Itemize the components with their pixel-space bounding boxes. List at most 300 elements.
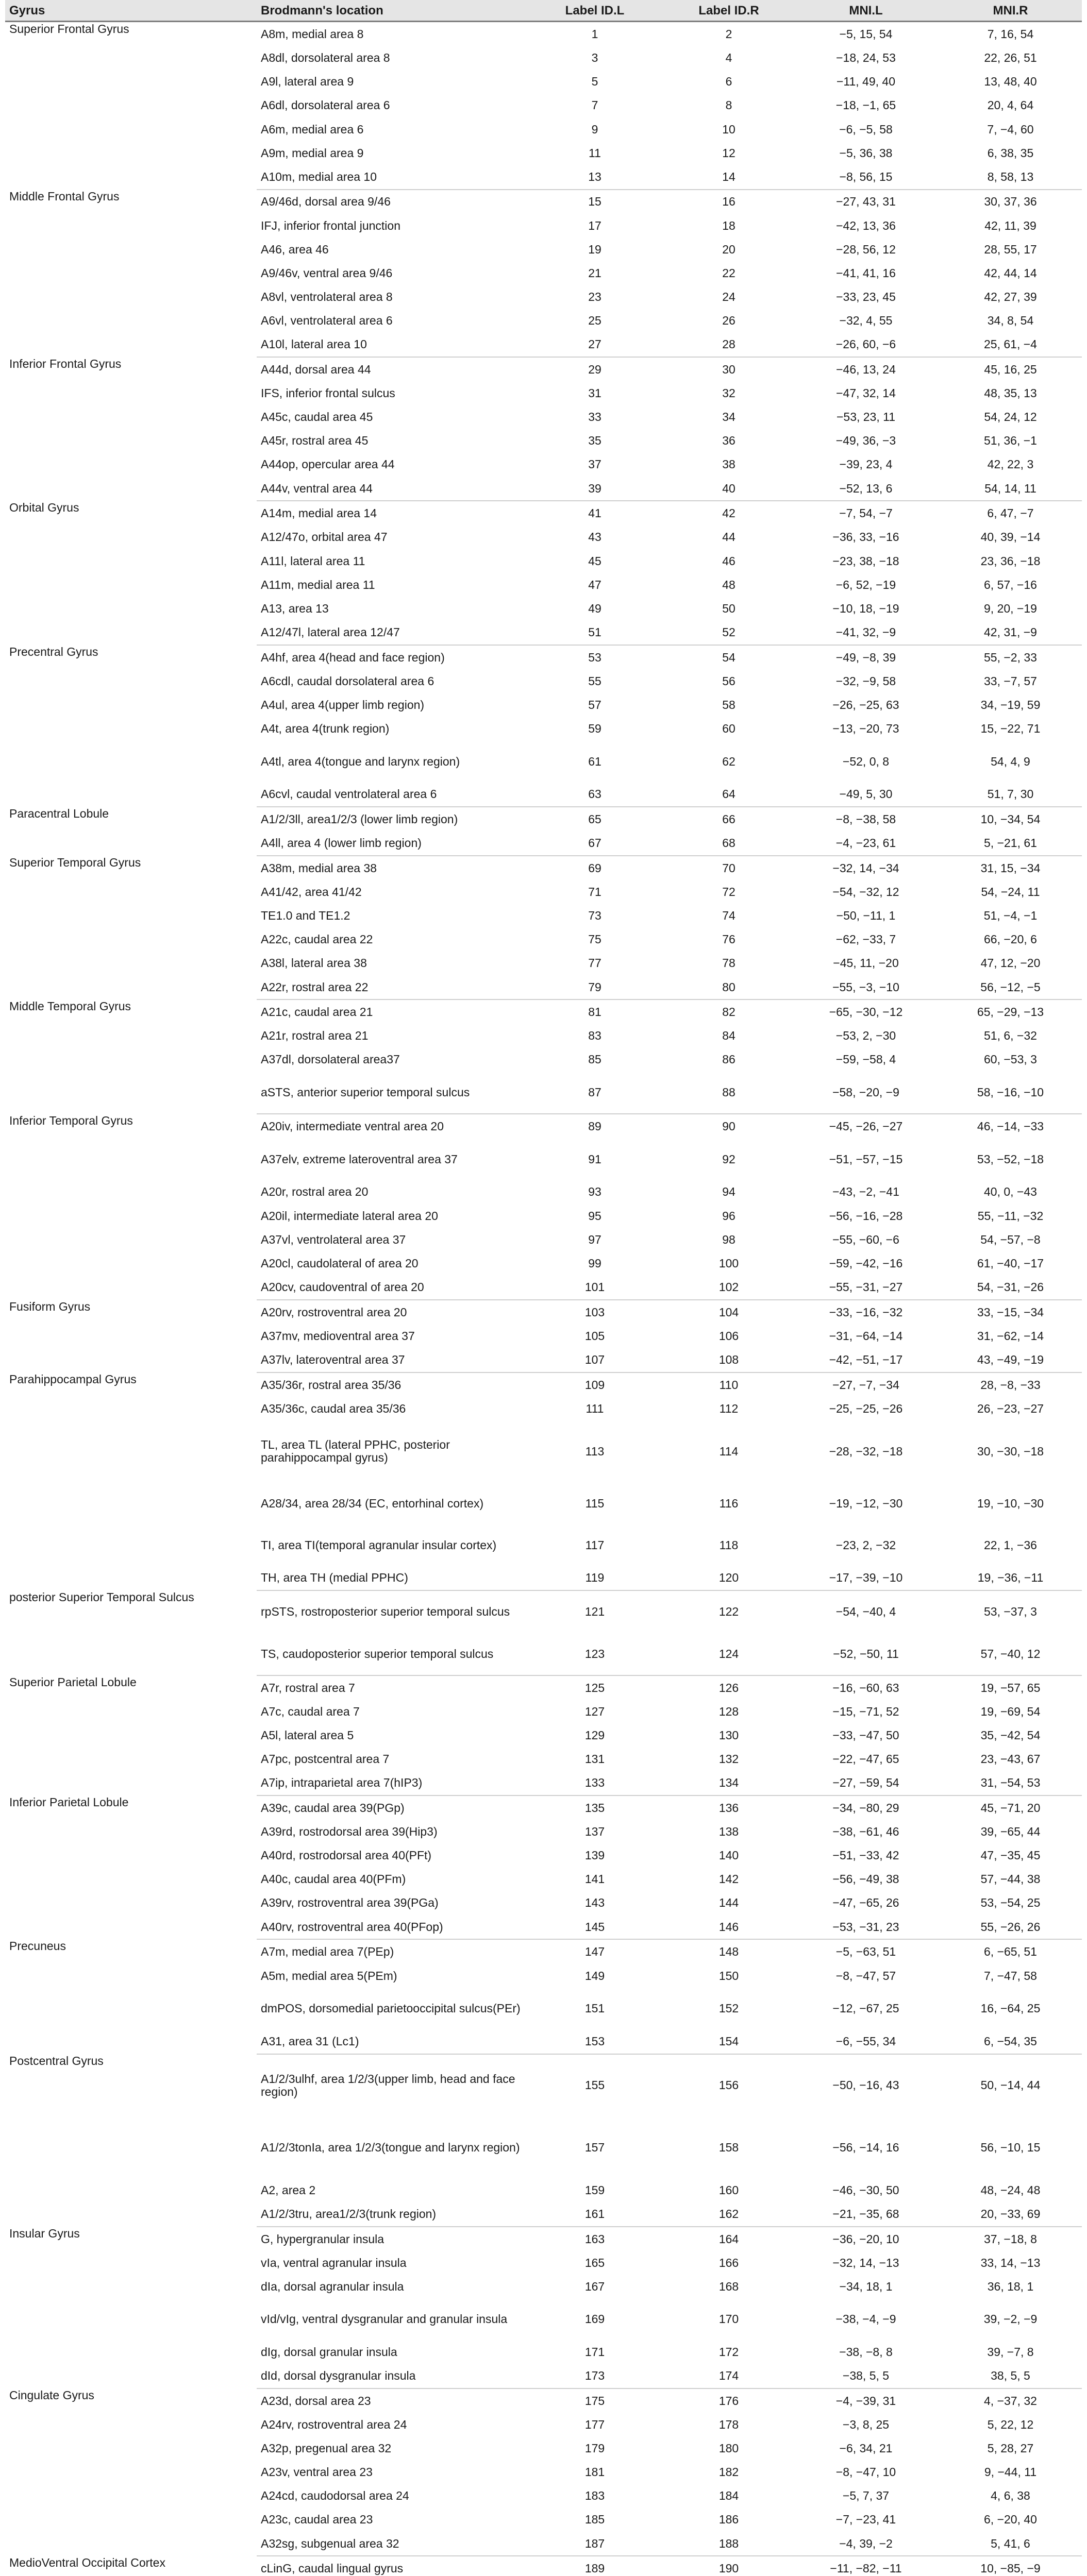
label-right-cell: 66 — [665, 807, 793, 831]
mni-left-cell: −49, 36, −3 — [835, 434, 896, 448]
mni-left-cell: −45, −26, −27 — [793, 1114, 939, 1138]
mni-right-cell: 5, 41, 6 — [991, 2536, 1030, 2550]
mni-left-cell: −19, −12, −30 — [829, 1496, 903, 1510]
mni-right-cell: 51, 6, −32 — [984, 1029, 1037, 1043]
label-right-cell: 2 — [725, 27, 732, 41]
mni-right-cell: 40, 39, −14 — [980, 530, 1041, 544]
label-right-cell: 142 — [718, 1872, 739, 1886]
label-left-cell: 93 — [588, 1185, 601, 1199]
label-right-cell: 182 — [718, 2465, 739, 2479]
location-cell: A22r, rostral area 22 — [261, 980, 369, 994]
location-cell: A4tl, area 4(tongue and larynx region) — [261, 754, 460, 768]
label-left-cell: 75 — [588, 933, 601, 946]
table-row — [5, 2227, 1082, 2251]
label-left-cell: 151 — [584, 2002, 605, 2015]
mni-right-cell: 54, 24, 12 — [984, 410, 1037, 424]
mni-left-cell: −7, −23, 41 — [835, 2513, 896, 2527]
label-left-cell: 55 — [588, 674, 601, 688]
location-cell: A10m, medial area 10 — [261, 170, 377, 183]
label-left-cell: 137 — [584, 1825, 605, 1839]
location-cell: A6vl, ventrolateral area 6 — [261, 314, 393, 328]
label-left-cell: 59 — [588, 721, 601, 735]
mni-left-cell: −52, 0, 8 — [842, 754, 890, 768]
label-right-cell: 52 — [722, 625, 735, 639]
label-left-cell: 65 — [525, 807, 665, 831]
mni-right-cell: 22, 1, −36 — [984, 1538, 1037, 1552]
mni-right-cell: 34, 8, 54 — [987, 314, 1034, 328]
label-right-cell: 12 — [722, 146, 735, 160]
mni-left-cell: −33, −47, 50 — [832, 1728, 899, 1742]
location-cell: A20rv, rostroventral area 20 — [257, 1300, 525, 1324]
label-right-cell: 144 — [718, 1896, 739, 1910]
header-label-left: Label ID.L — [525, 0, 665, 22]
location-cell: A8vl, ventrolateral area 8 — [261, 290, 393, 303]
label-right-cell: 24 — [722, 290, 735, 303]
label-right-cell: 108 — [718, 1353, 739, 1367]
location-cell: A9m, medial area 9 — [261, 146, 364, 160]
label-right-cell: 116 — [719, 1496, 739, 1510]
mni-right-cell: 42, 31, −9 — [984, 625, 1037, 639]
mni-left-cell: −32, 14, −13 — [832, 2256, 899, 2269]
label-right-cell: 114 — [719, 1444, 739, 1458]
mni-right-cell: 37, −18, 8 — [939, 2227, 1082, 2251]
label-left-cell: 155 — [525, 2054, 665, 2117]
label-left-cell: 121 — [525, 1590, 665, 1633]
mni-right-cell: 51, −4, −1 — [983, 909, 1038, 923]
mni-left-cell: −18, 24, 53 — [836, 51, 896, 65]
location-cell: aSTS, anterior superior temporal sulcus — [261, 1086, 470, 1099]
label-right-cell: 68 — [722, 836, 735, 850]
label-right-cell: 34 — [722, 410, 735, 424]
header-label-right: Label ID.R — [665, 0, 793, 22]
mni-left-cell: −6, 34, 21 — [839, 2442, 893, 2455]
label-right-cell: 94 — [722, 1185, 735, 1199]
gyrus-name: Inferior Temporal Gyrus — [9, 1114, 133, 1128]
label-left-cell: 103 — [525, 1300, 665, 1324]
location-cell: dIg, dorsal granular insula — [261, 2345, 397, 2359]
table-body — [5, 22, 1082, 2576]
label-right-cell: 172 — [718, 2345, 739, 2359]
label-left-cell: 131 — [584, 1752, 605, 1766]
label-right-cell: 82 — [665, 999, 793, 1024]
gyrus-name: Superior Temporal Gyrus — [9, 856, 141, 869]
mni-right-cell: 45, −71, 20 — [939, 1795, 1082, 1820]
location-cell: A20il, intermediate lateral area 20 — [261, 1209, 438, 1223]
label-left-cell: 101 — [584, 1280, 605, 1294]
label-left-cell: 119 — [585, 1571, 605, 1585]
mni-left-cell: −32, −9, 58 — [835, 674, 896, 688]
label-left-cell: 183 — [584, 2489, 605, 2503]
location-cell: TH, area TH (medial PPHC) — [261, 1571, 408, 1585]
mni-right-cell: 20, 4, 64 — [987, 98, 1034, 112]
label-right-cell: 36 — [722, 434, 735, 448]
location-cell: A5m, medial area 5(PEm) — [261, 1969, 397, 1982]
label-left-cell: 157 — [584, 2140, 605, 2154]
location-cell: A14m, medial area 14 — [257, 501, 525, 525]
header-gyrus: Gyrus — [5, 0, 257, 22]
mni-right-cell: 33, −15, −34 — [939, 1300, 1082, 1324]
mni-right-cell: 39, −65, 44 — [980, 1825, 1041, 1839]
table-row — [5, 2388, 1082, 2413]
label-left-cell: 173 — [584, 2369, 605, 2383]
mni-left-cell: −52, 13, 6 — [839, 481, 893, 495]
label-right-cell: 146 — [718, 1920, 739, 1934]
mni-right-cell: 31, −54, 53 — [980, 1776, 1041, 1790]
table-row — [5, 1372, 1082, 1397]
table-row — [5, 2054, 1082, 2117]
mni-right-cell: 48, −24, 48 — [980, 2183, 1041, 2197]
brodmann-atlas-table — [5, 0, 1082, 2576]
mni-right-cell: 42, 27, 39 — [984, 290, 1037, 303]
gyrus-name: Middle Frontal Gyrus — [9, 189, 120, 203]
gyrus-name: Insular Gyrus — [9, 2226, 80, 2240]
header-mni-right: MNI.R — [939, 0, 1082, 22]
label-left-cell: 83 — [588, 1029, 601, 1043]
mni-left-cell: −26, 60, −6 — [835, 337, 896, 351]
location-cell: A39rv, rostroventral area 39(PGa) — [261, 1896, 439, 1910]
mni-right-cell: 6, 57, −16 — [984, 578, 1037, 591]
gyrus-name: Inferior Parietal Lobule — [9, 1795, 129, 1809]
mni-right-cell: 6, −65, 51 — [939, 1939, 1082, 1963]
label-right-cell: 78 — [722, 956, 735, 970]
mni-right-cell: 30, −30, −18 — [977, 1444, 1044, 1458]
location-cell: A40rv, rostroventral area 40(PFop) — [261, 1920, 443, 1934]
label-left-cell: 79 — [588, 980, 601, 994]
location-cell: A7pc, postcentral area 7 — [261, 1752, 390, 1766]
mni-left-cell: −28, −32, −18 — [829, 1444, 903, 1458]
mni-left-cell: −52, −50, 11 — [833, 1647, 899, 1660]
mni-left-cell: −38, −61, 46 — [832, 1825, 899, 1839]
label-left-cell: 127 — [584, 1704, 605, 1718]
gyrus-name: Paracentral Lobule — [9, 807, 109, 821]
header-mni-left: MNI.L — [793, 0, 939, 22]
table-row — [5, 1675, 1082, 1700]
label-left-cell: 1 — [591, 27, 598, 41]
location-cell: A37vl, ventrolateral area 37 — [261, 1232, 406, 1246]
mni-left-cell: −7, 54, −7 — [793, 501, 939, 525]
location-cell: A41/42, area 41/42 — [261, 885, 362, 899]
location-cell: A9l, lateral area 9 — [261, 75, 354, 89]
label-right-cell: 124 — [718, 1647, 739, 1660]
location-cell: A44v, ventral area 44 — [261, 481, 373, 495]
gyrus-name: Fusiform Gyrus — [9, 1299, 91, 1313]
location-cell: dId, dorsal dysgranular insula — [261, 2369, 416, 2383]
location-cell: A1/2/3tru, area1/2/3(trunk region) — [261, 2207, 437, 2221]
mni-right-cell: 19, −57, 65 — [939, 1675, 1082, 1700]
mni-left-cell: −46, −30, 50 — [832, 2183, 899, 2197]
location-cell: A45c, caudal area 45 — [261, 410, 373, 424]
label-right-cell: 126 — [665, 1675, 793, 1700]
mni-left-cell: −53, −31, 23 — [832, 1920, 899, 1934]
location-cell: A44d, dorsal area 44 — [257, 357, 525, 381]
label-left-cell: 33 — [588, 410, 601, 424]
label-left-cell: 147 — [525, 1939, 665, 1963]
mni-left-cell: −54, −40, 4 — [793, 1590, 939, 1633]
label-left-cell: 29 — [525, 357, 665, 381]
label-left-cell: 129 — [584, 1728, 605, 1742]
label-left-cell: 125 — [525, 1675, 665, 1700]
mni-left-cell: −8, −47, 10 — [835, 2465, 896, 2479]
location-cell: A40rd, rostrodorsal area 40(PFt) — [261, 1849, 432, 1862]
location-cell: rpSTS, rostroposterior superior temporal sulcus — [257, 1590, 525, 1633]
location-cell: TL, area TL (lateral PPHC, posterior parahippocampal gyrus) — [261, 1438, 450, 1465]
label-left-cell: 67 — [588, 836, 601, 850]
label-right-cell: 122 — [665, 1590, 793, 1633]
label-right-cell: 104 — [665, 1300, 793, 1324]
label-right-cell: 140 — [718, 1849, 739, 1862]
label-right-cell: 186 — [718, 2513, 739, 2527]
label-left-cell: 17 — [588, 218, 601, 232]
label-left-cell: 73 — [588, 909, 601, 923]
location-cell: IFS, inferior frontal sulcus — [261, 386, 395, 400]
location-cell: A32sg, subgenual area 32 — [261, 2536, 399, 2550]
label-left-cell: 115 — [585, 1496, 605, 1510]
location-cell: A7r, rostral area 7 — [257, 1675, 525, 1700]
gyrus-name: Cingulate Gyrus — [9, 2388, 94, 2402]
location-cell: TS, caudoposterior superior temporal sulcus — [261, 1647, 494, 1660]
mni-left-cell: −33, 23, 45 — [836, 290, 896, 303]
mni-right-cell: 6, 38, 35 — [987, 146, 1034, 160]
mni-right-cell: 54, −57, −8 — [980, 1232, 1041, 1246]
label-right-cell: 54 — [665, 645, 793, 669]
mni-left-cell: −6, −55, 34 — [835, 2034, 896, 2048]
mni-left-cell: −59, −58, 4 — [835, 1053, 896, 1066]
mni-right-cell: 55, −26, 26 — [980, 1920, 1041, 1934]
label-left-cell: 41 — [525, 501, 665, 525]
label-left-cell: 123 — [584, 1647, 605, 1660]
mni-left-cell: −54, −32, 12 — [832, 885, 899, 899]
mni-right-cell: 43, −49, −19 — [977, 1353, 1044, 1367]
label-right-cell: 150 — [718, 1969, 739, 1982]
mni-right-cell: 53, −52, −18 — [977, 1152, 1044, 1166]
label-left-cell: 135 — [525, 1795, 665, 1820]
mni-right-cell: 57, −40, 12 — [980, 1647, 1041, 1660]
mni-left-cell: −16, −60, 63 — [793, 1675, 939, 1700]
label-right-cell: 148 — [665, 1939, 793, 1963]
mni-right-cell: 39, −2, −9 — [983, 2312, 1038, 2326]
table-row — [5, 501, 1082, 525]
label-left-cell: 19 — [588, 242, 601, 256]
label-right-cell: 162 — [718, 2207, 739, 2221]
label-right-cell: 152 — [718, 2002, 739, 2015]
label-right-cell: 110 — [665, 1372, 793, 1397]
location-cell: A11m, medial area 11 — [261, 578, 375, 591]
mni-right-cell: 10, −34, 54 — [939, 807, 1082, 831]
location-cell: A37lv, lateroventral area 37 — [261, 1353, 405, 1367]
gyrus-name: posterior Superior Temporal Sulcus — [9, 1590, 194, 1604]
mni-left-cell: −38, −4, −9 — [835, 2312, 896, 2326]
location-cell: A2, area 2 — [261, 2183, 316, 2197]
label-right-cell: 84 — [722, 1029, 735, 1043]
label-right-cell: 80 — [722, 980, 735, 994]
mni-right-cell: 54, 14, 11 — [984, 481, 1036, 495]
mni-left-cell: −41, 41, 16 — [836, 266, 896, 280]
location-cell: A24cd, caudodorsal area 24 — [261, 2489, 409, 2503]
label-left-cell: 187 — [584, 2536, 605, 2550]
label-left-cell: 153 — [584, 2034, 605, 2048]
location-cell: A4hf, area 4(head and face region) — [257, 645, 525, 669]
location-cell: A24rv, rostroventral area 24 — [261, 2418, 407, 2432]
label-left-cell: 185 — [584, 2513, 605, 2527]
mni-left-cell: −5, −63, 51 — [793, 1939, 939, 1963]
location-cell: A1/2/3ulhf, area 1/2/3(upper limb, head and face region) — [257, 2054, 525, 2117]
mni-right-cell: 22, 26, 51 — [984, 51, 1037, 65]
label-left-cell: 23 — [588, 290, 601, 303]
mni-left-cell: −51, −57, −15 — [829, 1152, 903, 1166]
label-right-cell: 90 — [665, 1114, 793, 1138]
mni-right-cell: 42, 11, 39 — [984, 218, 1036, 232]
location-cell: A46, area 46 — [261, 242, 329, 256]
mni-left-cell: −58, −20, −9 — [832, 1086, 899, 1099]
label-left-cell: 21 — [588, 266, 601, 280]
mni-left-cell: −46, 13, 24 — [793, 357, 939, 381]
label-right-cell: 160 — [718, 2183, 739, 2197]
location-cell: A32p, pregenual area 32 — [261, 2442, 392, 2455]
mni-left-cell: −50, −16, 43 — [793, 2054, 939, 2117]
label-left-cell: 71 — [588, 885, 601, 899]
mni-right-cell: 7, 16, 54 — [987, 27, 1034, 41]
mni-right-cell: 8, 58, 13 — [987, 170, 1034, 183]
mni-left-cell: −22, −47, 65 — [832, 1752, 899, 1766]
table-row — [5, 856, 1082, 880]
mni-right-cell: 56, −10, 15 — [980, 2140, 1041, 2154]
mni-left-cell: −25, −25, −26 — [829, 1401, 903, 1415]
mni-left-cell: −53, 2, −30 — [835, 1029, 896, 1043]
mni-left-cell: −34, −80, 29 — [793, 1795, 939, 1820]
table-row — [5, 1590, 1082, 1633]
mni-left-cell: −5, 15, 54 — [839, 27, 893, 41]
table-row — [5, 190, 1082, 214]
location-cell: A38m, medial area 38 — [257, 856, 525, 880]
mni-right-cell: 30, 37, 36 — [939, 190, 1082, 214]
label-left-cell: 139 — [584, 1849, 605, 1862]
mni-right-cell: 38, 5, 5 — [991, 2369, 1030, 2383]
location-cell: A35/36c, caudal area 35/36 — [261, 1401, 406, 1415]
label-left-cell: 99 — [588, 1256, 601, 1270]
location-cell: A31, area 31 (Lc1) — [261, 2034, 359, 2048]
label-right-cell: 18 — [722, 218, 735, 232]
mni-left-cell: −33, −16, −32 — [793, 1300, 939, 1324]
mni-right-cell: 6, 47, −7 — [939, 501, 1082, 525]
label-right-cell: 16 — [665, 190, 793, 214]
label-left-cell: 149 — [584, 1969, 605, 1982]
mni-right-cell: 47, 12, −20 — [980, 956, 1041, 970]
mni-right-cell: 57, −44, 38 — [980, 1872, 1041, 1886]
mni-right-cell: 47, −35, 45 — [980, 1849, 1041, 1862]
label-right-cell: 112 — [719, 1401, 739, 1415]
label-left-cell: 49 — [588, 601, 601, 615]
location-cell: A6dl, dorsolateral area 6 — [261, 98, 390, 112]
mni-right-cell: 56, −12, −5 — [980, 980, 1041, 994]
label-left-cell: 3 — [591, 51, 598, 65]
label-right-cell: 176 — [665, 2388, 793, 2413]
location-cell: TE1.0 and TE1.2 — [261, 909, 350, 923]
label-left-cell: 25 — [588, 314, 601, 328]
location-cell: A37elv, extreme lateroventral area 37 — [261, 1152, 458, 1166]
location-cell: A9/46v, ventral area 9/46 — [261, 266, 393, 280]
mni-left-cell: −36, 33, −16 — [832, 530, 899, 544]
label-left-cell: 43 — [588, 530, 601, 544]
mni-left-cell: −3, 8, 25 — [842, 2418, 890, 2432]
table-row — [5, 1300, 1082, 1324]
label-left-cell: 175 — [525, 2388, 665, 2413]
mni-left-cell: −50, −11, 1 — [836, 909, 896, 923]
mni-left-cell: −17, −39, −10 — [829, 1571, 903, 1585]
label-right-cell: 60 — [722, 721, 735, 735]
label-right-cell: 158 — [718, 2140, 739, 2154]
location-cell: dmPOS, dorsomedial parietooccipital sulcus(PEr) — [261, 2002, 521, 2015]
location-cell: A20r, rostral area 20 — [261, 1185, 369, 1199]
location-cell: A38l, lateral area 38 — [261, 956, 367, 970]
mni-left-cell: −27, 43, 31 — [793, 190, 939, 214]
mni-left-cell: −4, −39, 31 — [793, 2388, 939, 2413]
label-right-cell: 154 — [718, 2034, 739, 2048]
label-left-cell: 11 — [589, 146, 601, 160]
mni-right-cell: 6, −54, 35 — [984, 2034, 1037, 2048]
label-right-cell: 174 — [718, 2369, 739, 2383]
location-cell: A4ll, area 4 (lower limb region) — [261, 836, 422, 850]
gyrus-name: Middle Temporal Gyrus — [9, 999, 131, 1013]
label-right-cell: 4 — [725, 51, 732, 65]
mni-right-cell: 19, −36, −11 — [977, 1571, 1044, 1585]
label-right-cell: 14 — [722, 170, 735, 183]
label-left-cell: 45 — [588, 554, 601, 568]
label-right-cell: 180 — [718, 2442, 739, 2455]
label-right-cell: 6 — [725, 75, 732, 89]
mni-left-cell: −26, −25, 63 — [832, 698, 899, 711]
location-cell: A6cvl, caudal ventrolateral area 6 — [261, 787, 437, 801]
label-right-cell: 62 — [722, 754, 735, 768]
label-right-cell: 30 — [665, 357, 793, 381]
label-left-cell: 63 — [588, 787, 601, 801]
label-left-cell: 77 — [588, 956, 601, 970]
mni-right-cell: 33, 14, −13 — [980, 2256, 1041, 2269]
label-left-cell: 9 — [591, 122, 598, 136]
label-right-cell: 120 — [718, 1571, 739, 1585]
label-right-cell: 48 — [722, 578, 735, 591]
label-left-cell: 87 — [588, 1086, 601, 1099]
gyrus-name: MedioVentral Occipital Cortex — [9, 2556, 165, 2570]
label-right-cell: 26 — [722, 314, 735, 328]
mni-right-cell: 28, 55, 17 — [984, 242, 1037, 256]
label-right-cell: 134 — [718, 1776, 739, 1790]
label-left-cell: 177 — [584, 2418, 605, 2432]
location-cell: vId/vIg, ventral dysgranular and granular insula — [261, 2312, 508, 2326]
mni-right-cell: 55, −2, 33 — [939, 645, 1082, 669]
mni-left-cell: −47, 32, 14 — [836, 386, 896, 400]
gyrus-name: Inferior Frontal Gyrus — [9, 357, 122, 371]
mni-right-cell: 13, 48, 40 — [984, 75, 1037, 89]
label-right-cell: 136 — [665, 1795, 793, 1820]
mni-left-cell: −8, 56, 15 — [839, 170, 893, 183]
location-cell: A23c, caudal area 23 — [261, 2513, 373, 2527]
label-right-cell: 166 — [718, 2256, 739, 2269]
mni-left-cell: −49, 5, 30 — [839, 787, 893, 801]
table-row — [5, 1795, 1082, 1820]
location-cell: A37mv, medioventral area 37 — [261, 1329, 415, 1343]
label-right-cell: 88 — [722, 1086, 735, 1099]
label-right-cell: 168 — [718, 2279, 739, 2293]
mni-left-cell: −4, −23, 61 — [835, 836, 896, 850]
mni-left-cell: −49, −8, 39 — [793, 645, 939, 669]
mni-right-cell: 19, −10, −30 — [977, 1496, 1044, 1510]
mni-right-cell: 25, 61, −4 — [984, 337, 1037, 351]
label-right-cell: 138 — [718, 1825, 739, 1839]
mni-left-cell: −34, 18, 1 — [839, 2279, 893, 2293]
mni-left-cell: −23, 38, −18 — [832, 554, 899, 568]
location-cell: A20iv, intermediate ventral area 20 — [257, 1114, 525, 1138]
table-row — [5, 1114, 1082, 1138]
